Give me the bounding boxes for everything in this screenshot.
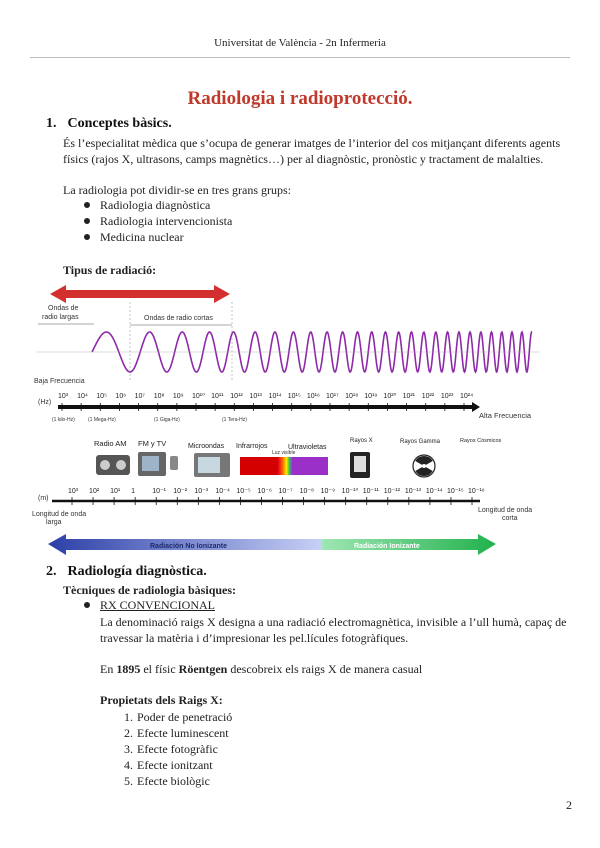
infrared-band [240, 457, 278, 475]
ultraviolet-band [292, 457, 328, 475]
wavelength-tick-label: 10⁻⁴ [215, 488, 230, 495]
visible-light-band [278, 457, 292, 475]
wavelength-tick-label: 10¹ [110, 488, 121, 495]
frequency-tick-label: 10²¹ [402, 393, 416, 400]
wavelength-tick-label: 10⁻¹⁵ [446, 488, 464, 495]
techniques-heading: Tècniques de radiologia bàsiques: [63, 583, 237, 597]
section-2-title: Radiología diagnòstica. [67, 564, 207, 579]
list-item [100, 214, 232, 229]
frequency-tick-label: 10¹² [230, 393, 243, 400]
low-frequency-label: Baja Frecuencia [34, 378, 85, 385]
electromagnetic-spectrum-figure [32, 280, 544, 560]
frequency-tick-label: 10²⁴ [460, 393, 474, 400]
wavelength-tick-label: 10⁻⁶ [257, 488, 272, 495]
section-1-number: 1. [46, 116, 57, 131]
section-2-heading [46, 564, 207, 580]
band-icons [96, 450, 435, 478]
wavelength-tick-label: 10⁻¹⁴ [425, 488, 443, 495]
m-unit-label: (m) [38, 495, 49, 502]
list-item [124, 758, 213, 773]
hz-unit-label: (Hz) [38, 399, 52, 406]
wavelength-tick-label: 10⁻¹² [383, 488, 400, 495]
frequency-tick-label: 10²² [421, 393, 435, 400]
section-1-title: Conceptes bàsics. [67, 116, 172, 131]
wavelength-tick-label: 10⁻¹⁰ [341, 488, 359, 495]
list-item-text: Efecte luminescent [137, 726, 229, 740]
history-name: Röentgen [178, 662, 228, 676]
list-item-text: Radiologia intervencionista [100, 214, 233, 228]
list-number: 3. [124, 742, 133, 756]
groups-intro: La radiologia pot dividir-se en tres grans grups: [63, 183, 292, 197]
band-label: Rayos Gamma [400, 439, 441, 445]
history-line [100, 661, 422, 677]
band-label: Microondas [188, 443, 225, 450]
frequency-tick-label: 10¹⁸ [345, 393, 359, 400]
band-labels [94, 438, 502, 451]
band-label: Rayos X [350, 438, 373, 444]
wavelength-tick-label: 10⁻⁷ [278, 488, 293, 495]
page-number: 2 [566, 798, 572, 812]
frequency-tick-label: 10⁷ [134, 393, 145, 400]
long-wavelength-label-1: Longitud de onda [32, 511, 87, 518]
frequency-tick-label: 10²⁰ [383, 393, 397, 400]
list-item-text: Efecte biològic [137, 774, 210, 788]
wavelength-tick-label: 10⁻² [173, 488, 188, 495]
bullet-dot [84, 218, 90, 224]
frequency-mark-label: (1 kilo-Hz) [52, 417, 75, 423]
list-item [124, 726, 229, 741]
ionizing-label: Radiación Ionizante [354, 543, 420, 550]
history-text: el físic [140, 662, 179, 676]
list-item [100, 198, 210, 213]
frequency-tick-label: 10¹⁴ [268, 393, 282, 400]
wavelength-tick-label: 1 [131, 488, 136, 495]
frequency-tick-label: 10¹¹ [211, 393, 224, 400]
frequency-mark-label: (1 Giga-Hz) [154, 417, 180, 423]
radio-spectrum-label: Espectro Radioeléctrico [92, 281, 177, 290]
frequency-tick-label: 10⁵ [96, 393, 107, 400]
wavelength-tick-label: 10⁻¹³ [404, 488, 421, 495]
list-item-text: Efecte fotogràfic [137, 742, 218, 756]
band-label: Ultravioletas [288, 444, 327, 451]
list-item [124, 710, 233, 725]
frequency-tick-label: 10⁶ [115, 393, 127, 400]
wavelength-tick-label: 10⁻⁹ [320, 488, 336, 495]
history-text: En [100, 662, 117, 676]
wavelength-tick-label: 10⁻³ [194, 488, 209, 495]
rx-line-1: La denominació raigs X designa a una radiació electromagnètica, invisible a l’ull humà, capaç de [100, 615, 567, 629]
frequency-axis [58, 402, 480, 412]
band-label: FM y TV [138, 439, 167, 448]
short-waves-label: Ondas de radio cortas [144, 315, 213, 322]
list-item-text: Radiologia diagnòstica [100, 198, 211, 212]
frequency-tick-label: 10¹⁶ [306, 393, 320, 400]
frequency-tick-label: 10²³ [440, 393, 454, 400]
wavelength-tick-label: 10⁻⁵ [236, 488, 251, 495]
wavelength-tick-label: 10⁻¹ [152, 488, 167, 495]
long-waves-label-2: radio largas [42, 314, 79, 321]
long-wavelength-label-2: larga [46, 519, 62, 526]
frequency-mark-label: (1 Mega-Hz) [88, 417, 116, 423]
frequency-tick-label: 10¹³ [249, 393, 262, 400]
section-2-number: 2. [46, 564, 57, 579]
wavelength-ticks [68, 487, 485, 505]
definition-line-2: físics (rajos X, ultrasons, camps magnètics…) per al diagnòstic, pronòstic y tractament de malalties. [63, 152, 544, 166]
visible-light-label: Luz visible [272, 450, 296, 456]
wavelength-tick-label: 10³ [68, 488, 79, 495]
band-label: Rayos Cósmicos [460, 438, 502, 444]
radiation-types-heading: Tipus de radiació: [63, 263, 157, 277]
band-label: Radio AM [94, 439, 127, 448]
list-item [100, 230, 184, 245]
frequency-tick-label: 10¹⁷ [326, 393, 339, 400]
wavelength-tick-label: 10⁻⁸ [299, 488, 315, 495]
frequency-tick-label: 10¹⁵ [287, 393, 301, 400]
definition-line-1: És l’especialitat mèdica que s’ocupa de generar imatges de l’interior del cos mitjançant diferents agents [63, 136, 561, 150]
long-waves-label-1: Ondas de [48, 305, 79, 312]
frequency-tick-label: 10⁸ [153, 393, 165, 400]
list-item-text: Efecte ionitzant [137, 758, 213, 772]
wavelength-tick-label: 10² [89, 488, 100, 495]
list-item [124, 742, 218, 757]
list-number: 5. [124, 774, 133, 788]
radio-spectrum-arrow [50, 281, 230, 303]
bullet-dot [84, 202, 90, 208]
running-header: Universitat de València - 2n Infermeria [214, 37, 386, 49]
phone-icon [170, 456, 178, 470]
short-wavelength-label-1: Longitud de onda [478, 507, 533, 514]
short-wavelength-label-2: corta [502, 515, 518, 522]
band-label: Infrarrojos [236, 443, 268, 450]
header-divider [30, 57, 570, 58]
rx-line-2: travessar la matèria i d’impresionar les pel.lícules fotogràfiques. [100, 631, 409, 645]
frequency-tick-label: 10³ [58, 393, 69, 400]
list-item-text: Poder de penetració [137, 710, 233, 724]
high-frequency-label: Alta Frecuencia [479, 411, 532, 420]
non-ionizing-label: Radiación No Ionizante [150, 543, 228, 550]
frequency-tick-label: 10⁹ [172, 393, 184, 400]
wavelength-tick-label: 10⁻¹¹ [362, 488, 379, 495]
frequency-tick-label: 10¹⁰ [192, 393, 205, 400]
history-text: descobreix els raigs X de manera casual [227, 662, 423, 676]
list-number: 1. [124, 710, 133, 724]
section-1-heading [46, 116, 172, 132]
list-item [100, 598, 215, 613]
history-year: 1895 [116, 662, 141, 676]
rx-conventional-title: RX CONVENCIONAL [100, 598, 215, 612]
wavelength-tick-label: 10⁻¹⁶ [468, 488, 485, 495]
frequency-tick-label: 10⁴ [77, 393, 88, 400]
list-number: 2. [124, 726, 133, 740]
properties-heading: Propietats dels Raigs X: [100, 693, 223, 707]
frequency-marks [52, 417, 247, 423]
list-item-text: Medicina nuclear [100, 230, 184, 244]
frequency-tick-label: 10¹⁹ [364, 393, 378, 400]
frequency-mark-label: (1 Tera-Hz) [222, 417, 247, 423]
list-number: 4. [124, 758, 133, 772]
bullet-dot [84, 602, 90, 608]
document-title: Radiologia i radioprotecció. [187, 88, 413, 109]
list-item [124, 774, 210, 789]
bullet-dot [84, 234, 90, 240]
